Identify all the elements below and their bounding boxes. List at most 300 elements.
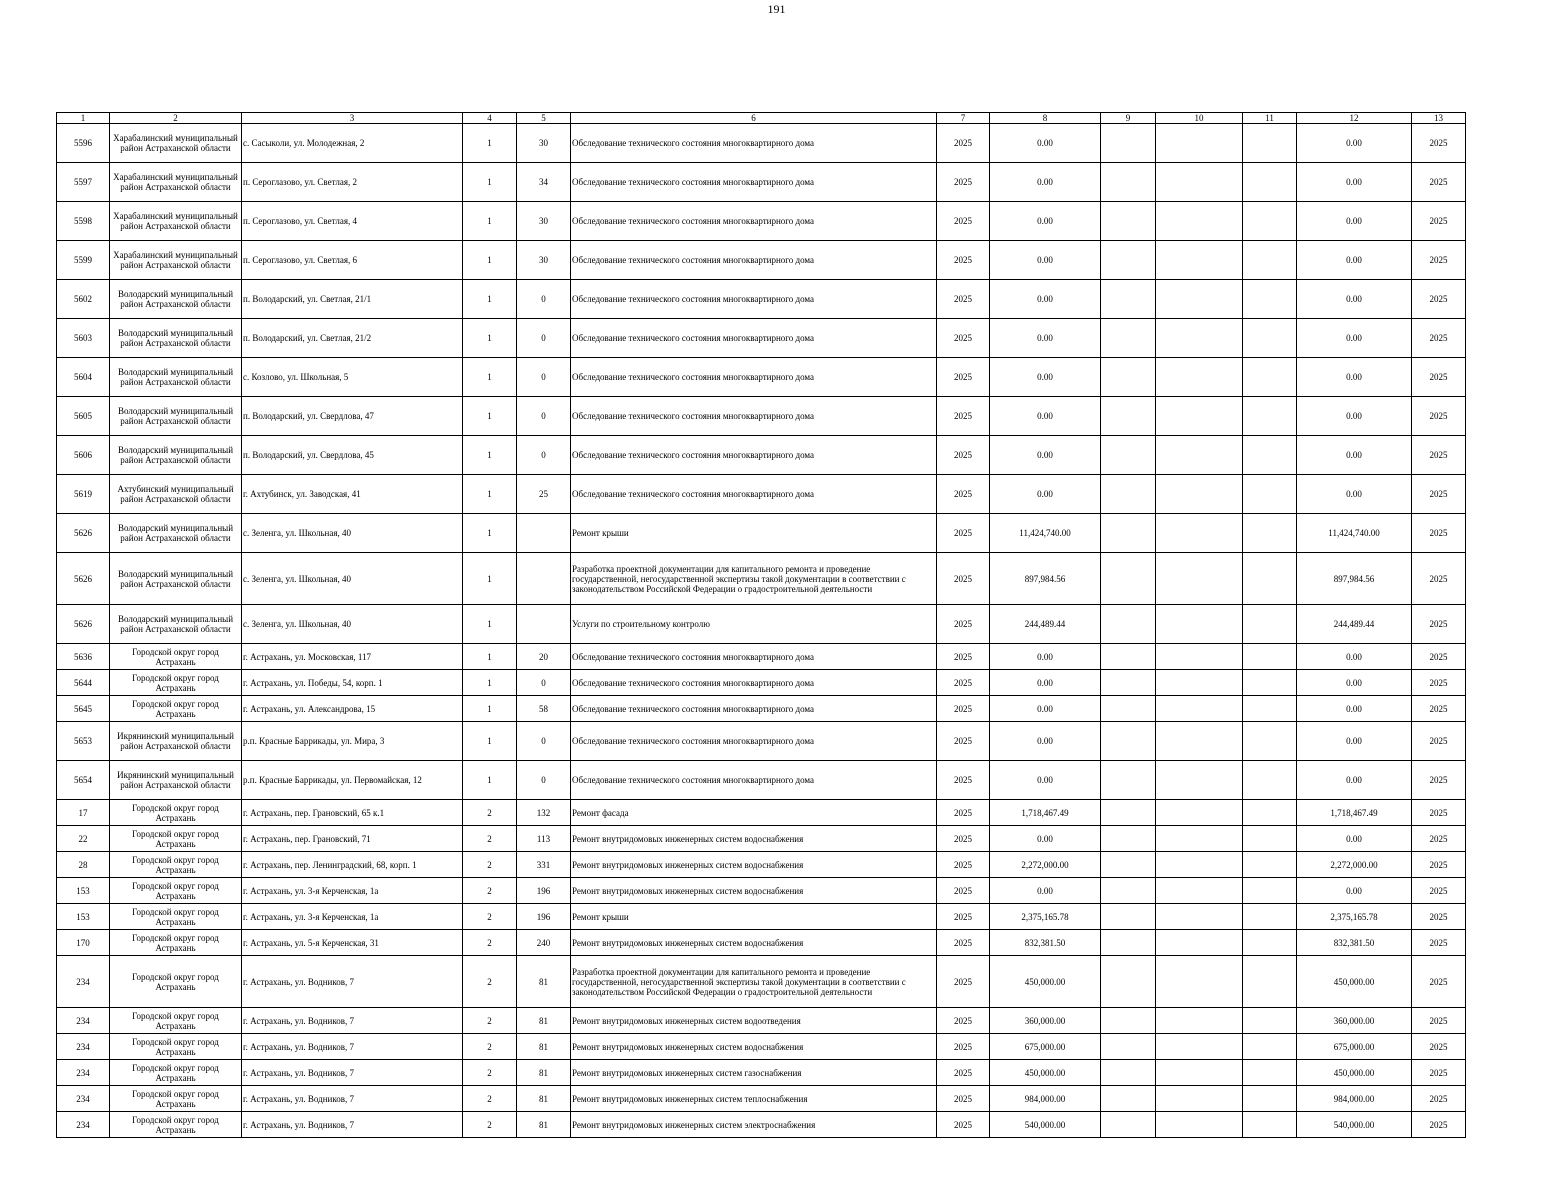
cell-cost-col-9: [1101, 930, 1156, 956]
cell-address: с. Козлово, ул. Школьная, 5: [242, 358, 463, 397]
cell-total-cost: 1,718,467.49: [990, 800, 1101, 826]
cell-lifetime: 0: [517, 358, 571, 397]
cell-plan-year: 2025: [937, 722, 990, 761]
cell-cost-col-11: [1243, 852, 1297, 878]
cell-address: п. Сероглазово, ул. Светлая, 2: [242, 163, 463, 202]
cell-municipality: Городской округ город Астрахань: [110, 826, 242, 852]
cell-group: 2: [463, 930, 517, 956]
cell-cost-col-10: [1156, 475, 1243, 514]
cell-lifetime: [517, 605, 571, 644]
table-row: [57, 202, 1466, 241]
table-row: [57, 696, 1466, 722]
cell-address: г. Астрахань, ул. Водников, 7: [242, 1008, 463, 1034]
cell-row-number: 234: [57, 956, 110, 1008]
cell-total-cost: 0.00: [990, 696, 1101, 722]
cell-row-number: 5596: [57, 124, 110, 163]
cell-cost-col-10: [1156, 644, 1243, 670]
cell-address: г. Астрахань, пер. Грановский, 65 к.1: [242, 800, 463, 826]
table-row: [57, 930, 1466, 956]
cell-work-type: Ремонт внутридомовых инженерных систем водоснабжения: [571, 878, 937, 904]
cell-municipality: Володарский муниципальный район Астраханской области: [110, 514, 242, 553]
cell-lifetime: 0: [517, 761, 571, 800]
cell-cost-col-10: [1156, 670, 1243, 696]
cell-lifetime: 0: [517, 280, 571, 319]
cell-total-cost: 540,000.00: [990, 1112, 1101, 1138]
cell-cost-col-9: [1101, 202, 1156, 241]
cell-row-number: 5606: [57, 436, 110, 475]
cell-cost-col-11: [1243, 761, 1297, 800]
cell-work-type: Обследование технического состояния многоквартирного дома: [571, 124, 937, 163]
cell-work-type: Ремонт внутридомовых инженерных систем водоснабжения: [571, 930, 937, 956]
cell-completion-year: 2025: [1412, 852, 1466, 878]
cell-completion-year: 2025: [1412, 644, 1466, 670]
cell-work-type: Обследование технического состояния многоквартирного дома: [571, 241, 937, 280]
cell-address: с. Зеленга, ул. Школьная, 40: [242, 605, 463, 644]
cell-fund-cost: 0.00: [1297, 241, 1412, 280]
cell-work-type: Разработка проектной документации для капитального ремонта и проведение государственной, негосударственной экспертизы такой документации в соответствии с законодательством Российской Федерации о градостроительной деятельности: [571, 956, 937, 1008]
cell-fund-cost: 0.00: [1297, 826, 1412, 852]
cell-group: 2: [463, 1060, 517, 1086]
cell-municipality: Володарский муниципальный район Астраханской области: [110, 358, 242, 397]
table-row: [57, 1008, 1466, 1034]
cell-cost-col-9: [1101, 670, 1156, 696]
cell-address: г. Астрахань, ул. 5-я Керченская, 31: [242, 930, 463, 956]
cell-fund-cost: 0.00: [1297, 436, 1412, 475]
cell-cost-col-11: [1243, 553, 1297, 605]
cell-cost-col-10: [1156, 696, 1243, 722]
cell-row-number: 5602: [57, 280, 110, 319]
table-row: [57, 722, 1466, 761]
cell-municipality: Харабалинский муниципальный район Астраханской области: [110, 241, 242, 280]
cell-lifetime: 30: [517, 202, 571, 241]
cell-cost-col-10: [1156, 397, 1243, 436]
cell-municipality: Городской округ город Астрахань: [110, 1086, 242, 1112]
cell-lifetime: 0: [517, 722, 571, 761]
cell-group: 2: [463, 878, 517, 904]
cell-fund-cost: 244,489.44: [1297, 605, 1412, 644]
cell-work-type: Ремонт внутридомовых инженерных систем электроснабжения: [571, 1112, 937, 1138]
cell-group: 1: [463, 722, 517, 761]
cell-plan-year: 2025: [937, 1086, 990, 1112]
cell-completion-year: 2025: [1412, 670, 1466, 696]
table-row: [57, 800, 1466, 826]
cell-plan-year: 2025: [937, 670, 990, 696]
cell-group: 1: [463, 475, 517, 514]
cell-municipality: Икрянинский муниципальный район Астраханской области: [110, 761, 242, 800]
cell-cost-col-10: [1156, 358, 1243, 397]
cell-plan-year: 2025: [937, 696, 990, 722]
table-row: [57, 1086, 1466, 1112]
cell-row-number: 5626: [57, 514, 110, 553]
cell-cost-col-10: [1156, 202, 1243, 241]
cell-plan-year: 2025: [937, 644, 990, 670]
cell-cost-col-9: [1101, 826, 1156, 852]
cell-row-number: 234: [57, 1008, 110, 1034]
cell-group: 2: [463, 904, 517, 930]
cell-cost-col-11: [1243, 1112, 1297, 1138]
cell-completion-year: 2025: [1412, 722, 1466, 761]
cell-address: п. Володарский, ул. Светлая, 21/2: [242, 319, 463, 358]
cell-completion-year: 2025: [1412, 605, 1466, 644]
cell-fund-cost: 450,000.00: [1297, 956, 1412, 1008]
cell-cost-col-11: [1243, 1060, 1297, 1086]
cell-lifetime: 0: [517, 319, 571, 358]
cell-lifetime: 25: [517, 475, 571, 514]
cell-total-cost: 0.00: [990, 826, 1101, 852]
cell-lifetime: 81: [517, 956, 571, 1008]
cell-group: 1: [463, 436, 517, 475]
cell-fund-cost: 0.00: [1297, 696, 1412, 722]
cell-group: 1: [463, 280, 517, 319]
cell-cost-col-11: [1243, 514, 1297, 553]
cell-lifetime: 30: [517, 241, 571, 280]
cell-completion-year: 2025: [1412, 1060, 1466, 1086]
cell-work-type: Обследование технического состояния многоквартирного дома: [571, 163, 937, 202]
cell-lifetime: 58: [517, 696, 571, 722]
table-header: [57, 113, 1466, 124]
cell-group: 1: [463, 202, 517, 241]
cell-cost-col-9: [1101, 319, 1156, 358]
cell-cost-col-9: [1101, 514, 1156, 553]
cell-address: г. Ахтубинск, ул. Заводская, 41: [242, 475, 463, 514]
cell-group: 2: [463, 1112, 517, 1138]
table-row: [57, 761, 1466, 800]
cell-fund-cost: 0.00: [1297, 280, 1412, 319]
table-row: [57, 605, 1466, 644]
cell-cost-col-9: [1101, 1086, 1156, 1112]
cell-total-cost: 0.00: [990, 475, 1101, 514]
cell-cost-col-9: [1101, 605, 1156, 644]
cell-work-type: Ремонт крыши: [571, 514, 937, 553]
cell-cost-col-11: [1243, 722, 1297, 761]
cell-total-cost: 11,424,740.00: [990, 514, 1101, 553]
cell-plan-year: 2025: [937, 514, 990, 553]
cell-address: с. Зеленга, ул. Школьная, 40: [242, 553, 463, 605]
column-header-1: 1: [57, 113, 110, 124]
cell-lifetime: 132: [517, 800, 571, 826]
cell-group: 1: [463, 163, 517, 202]
cell-row-number: 17: [57, 800, 110, 826]
cell-group: 2: [463, 1034, 517, 1060]
cell-cost-col-11: [1243, 475, 1297, 514]
column-number-row: [57, 113, 1466, 124]
cell-cost-col-11: [1243, 904, 1297, 930]
column-header-6: 6: [571, 113, 937, 124]
cell-total-cost: 0.00: [990, 280, 1101, 319]
table-row: [57, 852, 1466, 878]
cell-group: 1: [463, 696, 517, 722]
cell-municipality: Городской округ город Астрахань: [110, 904, 242, 930]
table-row: [57, 241, 1466, 280]
cell-cost-col-10: [1156, 514, 1243, 553]
cell-row-number: 153: [57, 904, 110, 930]
cell-group: 1: [463, 397, 517, 436]
cell-plan-year: 2025: [937, 241, 990, 280]
cell-cost-col-11: [1243, 241, 1297, 280]
cell-fund-cost: 2,375,165.78: [1297, 904, 1412, 930]
cell-total-cost: 832,381.50: [990, 930, 1101, 956]
cell-fund-cost: 0.00: [1297, 722, 1412, 761]
cell-cost-col-10: [1156, 800, 1243, 826]
table-row: [57, 280, 1466, 319]
cell-plan-year: 2025: [937, 397, 990, 436]
cell-work-type: Обследование технического состояния многоквартирного дома: [571, 436, 937, 475]
cell-cost-col-10: [1156, 1112, 1243, 1138]
cell-fund-cost: 0.00: [1297, 761, 1412, 800]
cell-municipality: Икрянинский муниципальный район Астраханской области: [110, 722, 242, 761]
cell-address: г. Астрахань, ул. Водников, 7: [242, 956, 463, 1008]
cell-lifetime: 240: [517, 930, 571, 956]
cell-row-number: 5654: [57, 761, 110, 800]
cell-cost-col-10: [1156, 1034, 1243, 1060]
cell-cost-col-11: [1243, 124, 1297, 163]
cell-group: 1: [463, 514, 517, 553]
cell-cost-col-10: [1156, 319, 1243, 358]
cell-total-cost: 0.00: [990, 670, 1101, 696]
cell-lifetime: 113: [517, 826, 571, 852]
cell-lifetime: 196: [517, 878, 571, 904]
cell-fund-cost: 0.00: [1297, 670, 1412, 696]
cell-cost-col-9: [1101, 696, 1156, 722]
cell-completion-year: 2025: [1412, 1086, 1466, 1112]
cell-address: г. Астрахань, ул. 3-я Керченская, 1а: [242, 904, 463, 930]
cell-municipality: Городской округ город Астрахань: [110, 878, 242, 904]
cell-lifetime: 81: [517, 1008, 571, 1034]
cell-plan-year: 2025: [937, 1008, 990, 1034]
cell-cost-col-10: [1156, 280, 1243, 319]
cell-fund-cost: 11,424,740.00: [1297, 514, 1412, 553]
table-row: [57, 826, 1466, 852]
cell-total-cost: 984,000.00: [990, 1086, 1101, 1112]
cell-fund-cost: 1,718,467.49: [1297, 800, 1412, 826]
cell-total-cost: 0.00: [990, 124, 1101, 163]
cell-municipality: Городской округ город Астрахань: [110, 1060, 242, 1086]
cell-municipality: Володарский муниципальный район Астраханской области: [110, 397, 242, 436]
column-header-11: 11: [1243, 113, 1297, 124]
cell-group: 1: [463, 644, 517, 670]
cell-municipality: Городской округ город Астрахань: [110, 1112, 242, 1138]
cell-work-type: Разработка проектной документации для капитального ремонта и проведение государственной, негосударственной экспертизы такой документации в соответствии с законодательством Российской Федерации о градостроительной деятельности: [571, 553, 937, 605]
cell-row-number: 5603: [57, 319, 110, 358]
cell-cost-col-10: [1156, 124, 1243, 163]
cell-municipality: Володарский муниципальный район Астраханской области: [110, 280, 242, 319]
cell-cost-col-9: [1101, 852, 1156, 878]
cell-address: г. Астрахань, ул. Водников, 7: [242, 1112, 463, 1138]
cell-work-type: Обследование технического состояния многоквартирного дома: [571, 202, 937, 241]
cell-fund-cost: 0.00: [1297, 475, 1412, 514]
cell-cost-col-9: [1101, 241, 1156, 280]
cell-completion-year: 2025: [1412, 696, 1466, 722]
cell-cost-col-9: [1101, 436, 1156, 475]
cell-lifetime: 0: [517, 436, 571, 475]
cell-total-cost: 450,000.00: [990, 956, 1101, 1008]
cell-cost-col-9: [1101, 644, 1156, 670]
cell-row-number: 28: [57, 852, 110, 878]
cell-cost-col-10: [1156, 1086, 1243, 1112]
cell-municipality: Городской округ город Астрахань: [110, 800, 242, 826]
cell-fund-cost: 540,000.00: [1297, 1112, 1412, 1138]
cell-completion-year: 2025: [1412, 800, 1466, 826]
cell-plan-year: 2025: [937, 358, 990, 397]
cell-total-cost: 675,000.00: [990, 1034, 1101, 1060]
cell-cost-col-9: [1101, 553, 1156, 605]
cell-fund-cost: 832,381.50: [1297, 930, 1412, 956]
cell-cost-col-10: [1156, 761, 1243, 800]
cell-cost-col-11: [1243, 878, 1297, 904]
cell-cost-col-10: [1156, 826, 1243, 852]
cell-total-cost: 0.00: [990, 202, 1101, 241]
table-row: [57, 553, 1466, 605]
cell-municipality: Городской округ город Астрахань: [110, 852, 242, 878]
cell-total-cost: 0.00: [990, 436, 1101, 475]
cell-address: п. Володарский, ул. Свердлова, 47: [242, 397, 463, 436]
cell-plan-year: 2025: [937, 475, 990, 514]
cell-completion-year: 2025: [1412, 553, 1466, 605]
cell-group: 1: [463, 358, 517, 397]
cell-group: 1: [463, 319, 517, 358]
cell-cost-col-10: [1156, 605, 1243, 644]
cell-row-number: 5626: [57, 605, 110, 644]
cell-lifetime: 30: [517, 124, 571, 163]
cell-row-number: 5619: [57, 475, 110, 514]
cell-row-number: 234: [57, 1086, 110, 1112]
cell-row-number: 5605: [57, 397, 110, 436]
cell-lifetime: 34: [517, 163, 571, 202]
cell-address: с. Зеленга, ул. Школьная, 40: [242, 514, 463, 553]
cell-group: 2: [463, 800, 517, 826]
cell-total-cost: 897,984.56: [990, 553, 1101, 605]
cell-lifetime: [517, 553, 571, 605]
column-header-9: 9: [1101, 113, 1156, 124]
cell-municipality: Харабалинский муниципальный район Астраханской области: [110, 163, 242, 202]
cell-fund-cost: 984,000.00: [1297, 1086, 1412, 1112]
cell-total-cost: 360,000.00: [990, 1008, 1101, 1034]
cell-cost-col-11: [1243, 1008, 1297, 1034]
cell-cost-col-10: [1156, 1008, 1243, 1034]
cell-lifetime: 20: [517, 644, 571, 670]
cell-row-number: 234: [57, 1112, 110, 1138]
cell-fund-cost: 360,000.00: [1297, 1008, 1412, 1034]
cell-total-cost: 0.00: [990, 163, 1101, 202]
cell-cost-col-11: [1243, 670, 1297, 696]
cell-municipality: Володарский муниципальный район Астраханской области: [110, 436, 242, 475]
cell-completion-year: 2025: [1412, 1034, 1466, 1060]
cell-completion-year: 2025: [1412, 163, 1466, 202]
column-header-12: 12: [1297, 113, 1412, 124]
cell-cost-col-11: [1243, 930, 1297, 956]
cell-address: г. Астрахань, ул. Победы, 54, корп. 1: [242, 670, 463, 696]
cell-cost-col-11: [1243, 319, 1297, 358]
cell-completion-year: 2025: [1412, 475, 1466, 514]
cell-municipality: Харабалинский муниципальный район Астраханской области: [110, 124, 242, 163]
cell-plan-year: 2025: [937, 280, 990, 319]
cell-fund-cost: 0.00: [1297, 319, 1412, 358]
cell-address: п. Володарский, ул. Светлая, 21/1: [242, 280, 463, 319]
table-row: [57, 1112, 1466, 1138]
cell-fund-cost: 675,000.00: [1297, 1034, 1412, 1060]
cell-completion-year: 2025: [1412, 124, 1466, 163]
cell-completion-year: 2025: [1412, 319, 1466, 358]
cell-cost-col-10: [1156, 956, 1243, 1008]
cell-work-type: Обследование технического состояния многоквартирного дома: [571, 475, 937, 514]
cell-completion-year: 2025: [1412, 761, 1466, 800]
cell-completion-year: 2025: [1412, 397, 1466, 436]
cell-fund-cost: 0.00: [1297, 878, 1412, 904]
cell-address: г. Астрахань, ул. 3-я Керченская, 1а: [242, 878, 463, 904]
cell-lifetime: [517, 514, 571, 553]
column-header-5: 5: [517, 113, 571, 124]
cell-plan-year: 2025: [937, 930, 990, 956]
cell-cost-col-11: [1243, 280, 1297, 319]
cell-lifetime: 331: [517, 852, 571, 878]
cell-cost-col-11: [1243, 436, 1297, 475]
column-header-8: 8: [990, 113, 1101, 124]
cell-total-cost: 450,000.00: [990, 1060, 1101, 1086]
cell-cost-col-9: [1101, 358, 1156, 397]
cell-cost-col-11: [1243, 163, 1297, 202]
cell-total-cost: 0.00: [990, 358, 1101, 397]
cell-row-number: 5599: [57, 241, 110, 280]
cell-cost-col-9: [1101, 956, 1156, 1008]
cell-total-cost: 2,375,165.78: [990, 904, 1101, 930]
cell-plan-year: 2025: [937, 904, 990, 930]
cell-address: п. Сероглазово, ул. Светлая, 4: [242, 202, 463, 241]
cell-row-number: 5626: [57, 553, 110, 605]
cell-total-cost: 244,489.44: [990, 605, 1101, 644]
column-header-2: 2: [110, 113, 242, 124]
cell-cost-col-9: [1101, 1034, 1156, 1060]
cell-row-number: 5597: [57, 163, 110, 202]
column-header-3: 3: [242, 113, 463, 124]
cell-plan-year: 2025: [937, 1034, 990, 1060]
cell-work-type: Ремонт внутридомовых инженерных систем водоснабжения: [571, 852, 937, 878]
cell-total-cost: 0.00: [990, 319, 1101, 358]
cell-total-cost: 0.00: [990, 878, 1101, 904]
cell-cost-col-11: [1243, 1034, 1297, 1060]
cell-group: 2: [463, 852, 517, 878]
table-row: [57, 878, 1466, 904]
column-header-7: 7: [937, 113, 990, 124]
cell-cost-col-10: [1156, 722, 1243, 761]
cell-cost-col-11: [1243, 605, 1297, 644]
cell-lifetime: 81: [517, 1034, 571, 1060]
cell-address: г. Астрахань, ул. Водников, 7: [242, 1060, 463, 1086]
table-row: [57, 319, 1466, 358]
cell-cost-col-11: [1243, 956, 1297, 1008]
table-row: [57, 670, 1466, 696]
cell-lifetime: 196: [517, 904, 571, 930]
cell-work-type: Обследование технического состояния многоквартирного дома: [571, 397, 937, 436]
cell-completion-year: 2025: [1412, 826, 1466, 852]
cell-fund-cost: 897,984.56: [1297, 553, 1412, 605]
cell-address: п. Сероглазово, ул. Светлая, 6: [242, 241, 463, 280]
cell-municipality: Городской округ город Астрахань: [110, 1008, 242, 1034]
cell-work-type: Обследование технического состояния многоквартирного дома: [571, 319, 937, 358]
cell-cost-col-9: [1101, 124, 1156, 163]
cell-cost-col-10: [1156, 241, 1243, 280]
cell-completion-year: 2025: [1412, 878, 1466, 904]
cell-completion-year: 2025: [1412, 514, 1466, 553]
cell-total-cost: 0.00: [990, 761, 1101, 800]
table-body: [57, 124, 1466, 1138]
cell-total-cost: 0.00: [990, 241, 1101, 280]
cell-cost-col-11: [1243, 1086, 1297, 1112]
table-row: [57, 163, 1466, 202]
cell-address: г. Астрахань, ул. Водников, 7: [242, 1086, 463, 1112]
cell-cost-col-9: [1101, 722, 1156, 761]
cell-cost-col-9: [1101, 800, 1156, 826]
cell-cost-col-9: [1101, 397, 1156, 436]
